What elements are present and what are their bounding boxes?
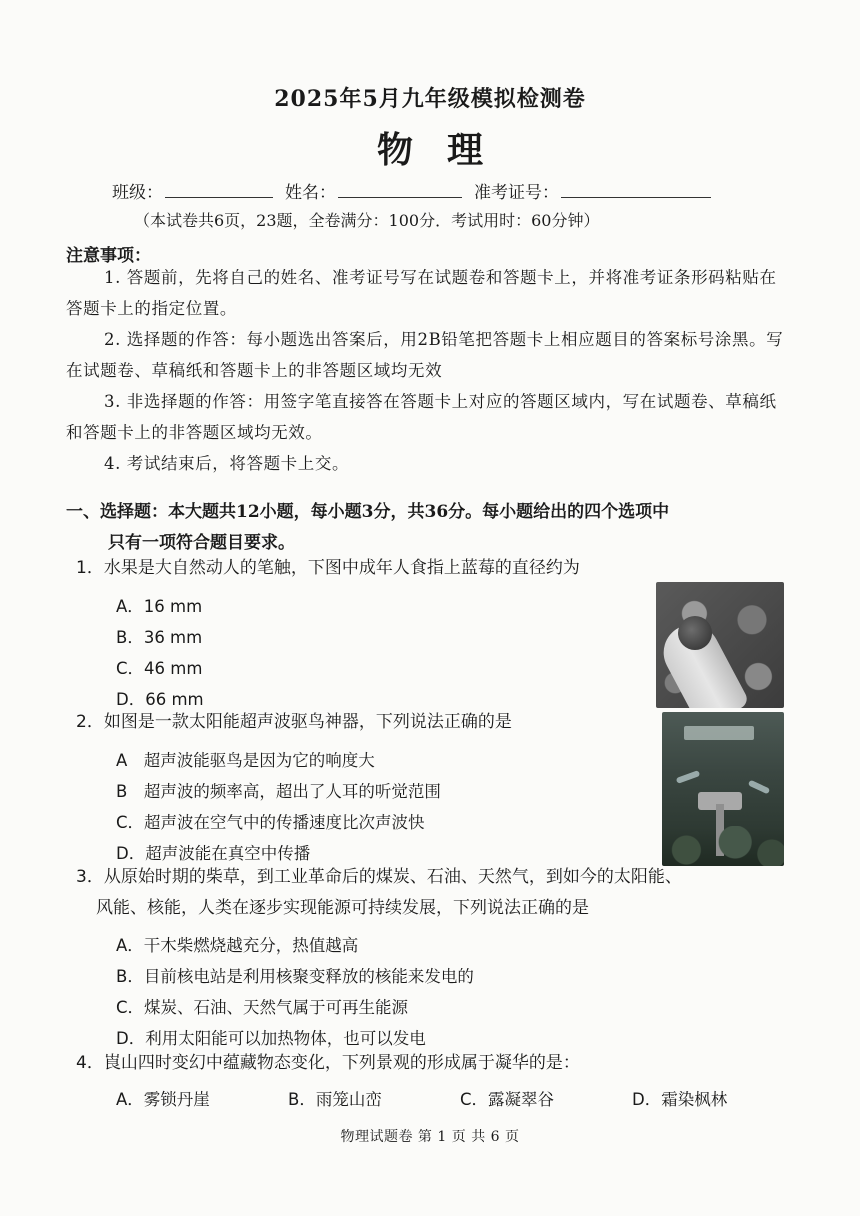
id-blank xyxy=(561,179,711,198)
notice-item: 4. 考试结束后，将答题卡上交。 xyxy=(104,454,350,473)
class-label: 班级： xyxy=(112,183,163,203)
bird-repeller-photo-icon xyxy=(662,712,784,866)
question-4-option-c: C．露凝翠谷 xyxy=(460,1090,555,1109)
question-stem-continued: 风能、核能，人类在逐步实现能源可持续发展，下列说法正确的是 xyxy=(96,898,589,918)
notice-item: 1. 答题前，先将自己的姓名、准考证号写在试题卷和答题卡上，并将准考证条形码粘贴在答题卡上的指定位置。 xyxy=(66,268,777,318)
question-4-option-a: A．雾锁丹崖 xyxy=(116,1090,210,1109)
id-field xyxy=(474,178,711,203)
question-4-option-d: D．霜染枫林 xyxy=(632,1090,728,1109)
student-info-line xyxy=(112,178,772,203)
question-1-option-c: C．46 mm xyxy=(116,659,203,678)
section-heading xyxy=(66,497,796,559)
page-footer: 物理试题卷 第 1 页 共 6 页 xyxy=(340,1129,520,1145)
class-blank xyxy=(165,179,273,198)
class-field xyxy=(112,178,273,203)
product-sign xyxy=(684,726,754,740)
notice-list xyxy=(66,262,790,479)
section-line-1: 一、选择题：本大题共12小题，每小题3分，共36分。每小题给出的四个选项中 xyxy=(66,502,670,522)
question-2-option-b: B 超声波的频率高，超出了人耳的听觉范围 xyxy=(116,782,441,801)
question-2-option-c: C．超声波在空气中的传播速度比次声波快 xyxy=(116,813,425,832)
exam-note: （本试卷共6页，23题，全卷满分：100分．考试用时：60分钟） xyxy=(134,211,600,230)
id-label: 准考证号： xyxy=(474,183,559,203)
notice-item: 2. 选择题的作答：每小题选出答案后，用2B铅笔把答题卡上相应题目的答案标号涂黑。写在试题卷、草稿纸和答题卡上的非答题区域均无效 xyxy=(66,330,784,380)
exam-title: 2025年5月九年级模拟检测卷 xyxy=(274,86,586,112)
blueberry-photo-icon xyxy=(656,582,784,708)
question-2-option-d: D．超声波能在真空中传播 xyxy=(116,844,311,863)
question-stem: 2．如图是一款太阳能超声波驱鸟神器，下列说法正确的是 xyxy=(76,712,512,732)
question-3-stem xyxy=(76,862,816,924)
notice-item: 3. 非选择题的作答：用签字笔直接答在答题卡上对应的答题区域内，写在试题卷、草稿纸和答题卡上的非答题区域均无效。 xyxy=(66,392,777,442)
question-1-option-b: B．36 mm xyxy=(116,628,203,647)
question-1-stem xyxy=(76,553,580,584)
blueberry-shape xyxy=(678,616,712,650)
name-label: 姓名： xyxy=(285,183,336,203)
question-4-stem xyxy=(76,1048,580,1079)
question-3-option-b: B．目前核电站是利用核聚变释放的核能来发电的 xyxy=(116,967,474,986)
question-3-option-d: D．利用太阳能可以加热物体，也可以发电 xyxy=(116,1029,426,1048)
question-1-option-a: A．16 mm xyxy=(116,597,203,616)
question-3-option-c: C．煤炭、石油、天然气属于可再生能源 xyxy=(116,998,409,1017)
question-3-option-a: A．干木柴燃烧越充分，热值越高 xyxy=(116,936,359,955)
question-4-options xyxy=(116,1086,806,1110)
bird-shape xyxy=(748,780,770,795)
question-stem: 3．从原始时期的柴草，到工业革命后的煤炭、石油、天然气，到如今的太阳能、 xyxy=(76,867,682,887)
subject-title: 物理 xyxy=(376,129,517,171)
name-field xyxy=(285,178,462,203)
name-blank xyxy=(338,179,462,198)
question-2-option-a: A 超声波能驱鸟是因为它的响度大 xyxy=(116,751,375,770)
question-2-stem xyxy=(76,707,512,738)
question-1-option-d: D．66 mm xyxy=(116,690,204,709)
question-4-option-b: B．雨笼山峦 xyxy=(288,1090,382,1109)
foliage xyxy=(662,826,784,866)
section-line-2: 只有一项符合题目要求。 xyxy=(108,533,295,553)
notice-title: 注意事项： xyxy=(66,246,151,266)
bird-shape xyxy=(676,770,701,784)
question-stem: 1．水果是大自然动人的笔触，下图中成年人食指上蓝莓的直径约为 xyxy=(76,558,580,578)
question-stem: 4．崀山四时变幻中蕴藏物态变化，下列景观的形成属于凝华的是： xyxy=(76,1053,580,1073)
